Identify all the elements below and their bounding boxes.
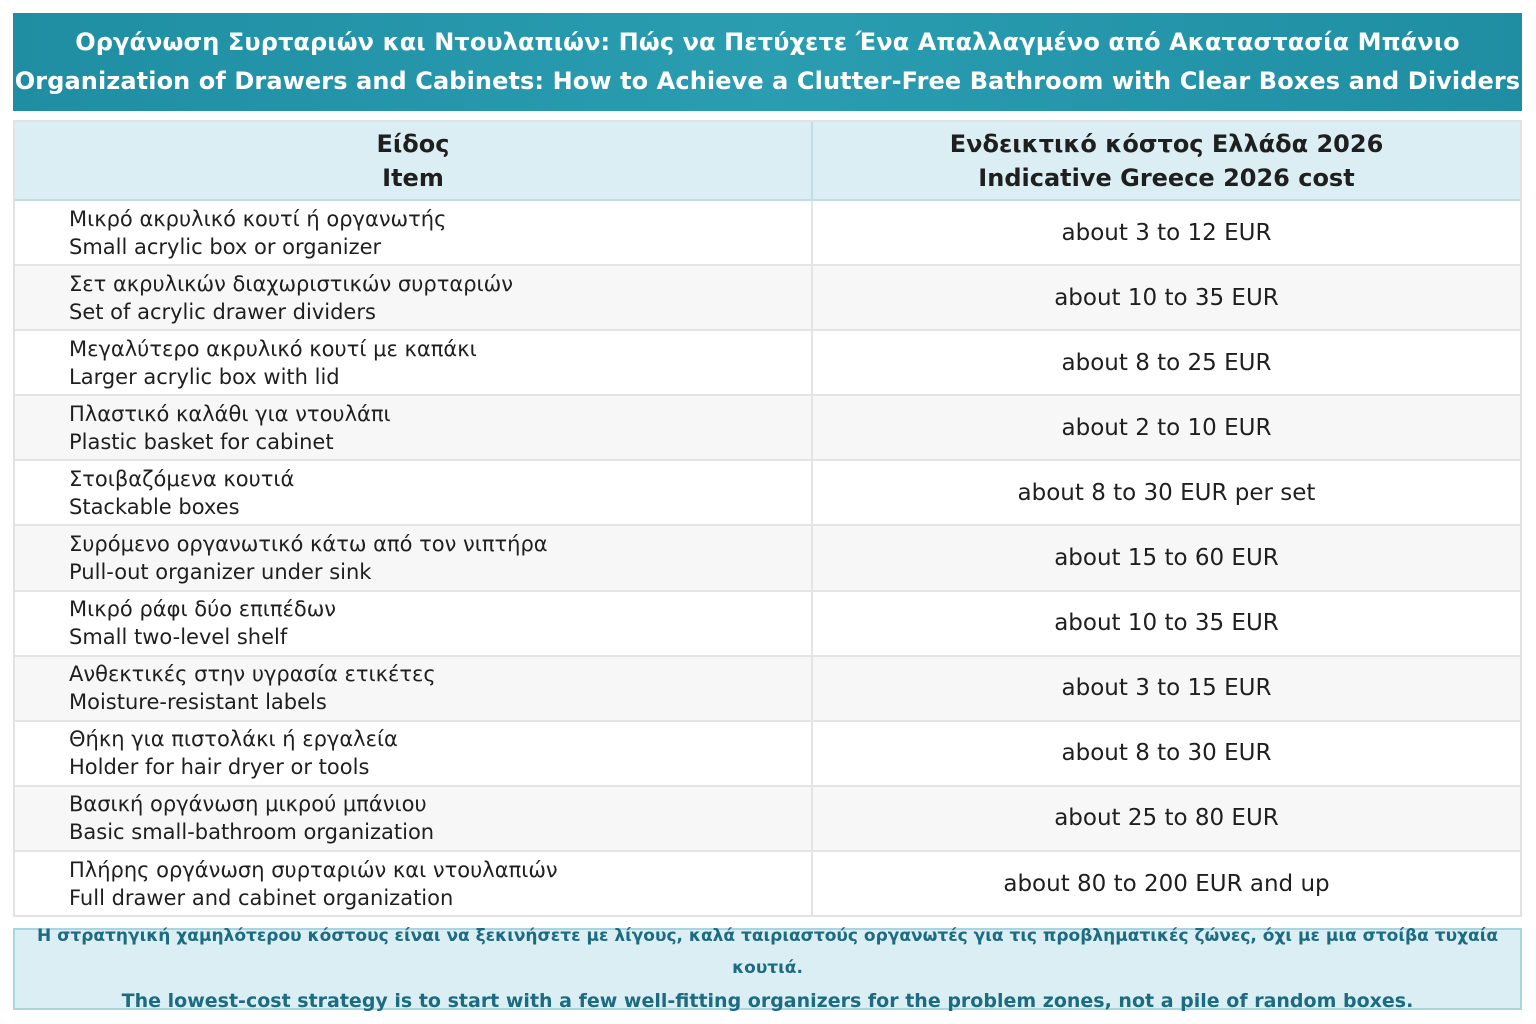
item-english: Larger acrylic box with lid	[69, 364, 340, 389]
table-row	[15, 722, 1520, 787]
cell-item	[15, 266, 813, 329]
table-row	[15, 201, 1520, 266]
cell-cost: about 25 to 80 EUR	[1054, 805, 1279, 832]
item-greek: Ανθεκτικές στην υγρασία ετικέτες	[69, 662, 436, 687]
header-cost	[813, 122, 1520, 199]
item-english: Pull-out organizer under sink	[69, 560, 372, 585]
cell-cost: about 10 to 35 EUR	[1054, 610, 1279, 637]
cell-item	[15, 526, 813, 589]
item-greek: Σετ ακρυλικών διαχωριστικών συρταριών	[69, 271, 513, 296]
cell-item	[15, 787, 813, 850]
cell-item	[15, 396, 813, 459]
table-row	[15, 657, 1520, 722]
item-greek: Πλαστικό καλάθι για ντουλάπι	[69, 401, 391, 426]
title-banner	[13, 13, 1522, 111]
header-item-greek: Είδος	[376, 129, 450, 158]
cell-cost: about 3 to 15 EUR	[1061, 675, 1272, 702]
item-english: Plastic basket for cabinet	[69, 429, 334, 454]
table-row	[15, 266, 1520, 331]
cell-item	[15, 461, 813, 524]
item-english: Holder for hair dryer or tools	[69, 755, 370, 780]
footer-english: The lowest-cost strategy is to start with a few well-fitting organizers for the problem zones, not a pile of random boxes.	[121, 990, 1414, 1012]
item-greek: Θήκη για πιστολάκι ή εργαλεία	[69, 727, 398, 752]
table-row	[15, 526, 1520, 591]
item-greek: Μικρό ακρυλικό κουτί ή οργανωτής	[69, 206, 447, 231]
cell-item	[15, 657, 813, 720]
header-item	[15, 122, 813, 199]
table-body	[15, 201, 1520, 917]
table-row	[15, 787, 1520, 852]
cell-item	[15, 852, 813, 917]
title-greek: Οργάνωση Συρταριών και Ντουλαπιών: Πώς να Πετύχετε Ένα Απαλλαγμένο από Ακαταστασία Μπάνιο	[75, 28, 1460, 56]
footer-greek: Η στρατηγική χαμηλότερου κόστους είναι να ξεκινήσετε με λίγους, καλά ταιριαστούς οργανωτές για τις προβληματικές ζώνες, όχι με μια στοίβα τυχαία κουτιά.	[36, 926, 1499, 978]
item-greek: Μικρό ράφι δύο επιπέδων	[69, 597, 337, 622]
item-greek: Στοιβαζόμενα κουτιά	[69, 466, 295, 491]
item-english: Full drawer and cabinet organization	[69, 886, 454, 911]
table-header	[15, 122, 1520, 201]
cell-item	[15, 592, 813, 655]
cell-item	[15, 722, 813, 785]
cell-item	[15, 201, 813, 264]
cell-cost: about 2 to 10 EUR	[1061, 414, 1272, 441]
cell-item	[15, 331, 813, 394]
item-greek: Πλήρης οργάνωση συρταριών και ντουλαπιών	[69, 858, 558, 883]
item-greek: Βασική οργάνωση μικρού μπάνιου	[69, 792, 427, 817]
table-row	[15, 396, 1520, 461]
table-row	[15, 461, 1520, 526]
item-greek: Συρόμενο οργανωτικό κάτω από τον νιπτήρα	[69, 532, 548, 557]
header-cost-greek: Ενδεικτικό κόστος Ελλάδα 2026	[949, 129, 1384, 158]
cell-cost: about 15 to 60 EUR	[1054, 545, 1279, 572]
cell-cost: about 8 to 30 EUR per set	[1017, 479, 1316, 506]
item-english: Stackable boxes	[69, 494, 240, 519]
cell-cost: about 10 to 35 EUR	[1054, 284, 1279, 311]
cell-cost: about 3 to 12 EUR	[1061, 219, 1272, 246]
item-greek: Μεγαλύτερο ακρυλικό κουτί με καπάκι	[69, 336, 477, 361]
cell-cost: about 8 to 25 EUR	[1061, 349, 1272, 376]
cost-table	[13, 120, 1522, 917]
item-english: Small two-level shelf	[69, 625, 288, 650]
item-english: Moisture-resistant labels	[69, 690, 327, 715]
title-english: Organization of Drawers and Cabinets: How to Achieve a Clutter-Free Bathroom with Clear Boxes and Dividers	[14, 67, 1521, 95]
table-row	[15, 852, 1520, 917]
table-row	[15, 331, 1520, 396]
item-english: Small acrylic box or organizer	[69, 234, 382, 259]
item-english: Set of acrylic drawer dividers	[69, 299, 376, 324]
cell-cost: about 80 to 200 EUR and up	[1003, 871, 1330, 898]
item-english: Basic small-bathroom organization	[69, 820, 435, 845]
header-cost-english: Indicative Greece 2026 cost	[978, 163, 1355, 192]
footer-note	[13, 928, 1522, 1010]
cell-cost: about 8 to 30 EUR	[1061, 740, 1272, 767]
header-item-english: Item	[382, 163, 444, 192]
table-row	[15, 592, 1520, 657]
